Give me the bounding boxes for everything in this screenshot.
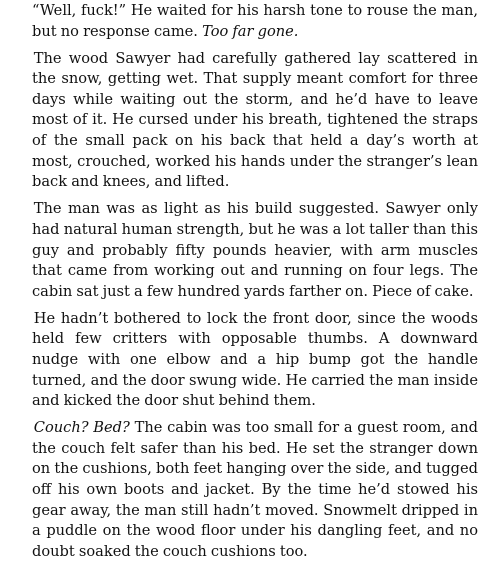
paragraph-text: The cabin was too small for a guest room, and the couch felt safer than his bed. He set the stranger down on the cushions, both feet hanging over the side, and tugged off his own boots and jacket. By the time he’d stowed his gear away, the man still hadn’t moved. Snowmelt dripped in a puddle on the wood floor under his dangling feet, and no doubt soaked the couch cushions too.: [32, 419, 478, 560]
paragraph-text: The wood Sawyer had carefully gathered lay scattered in the snow, getting wet. That supply meant comfort for three days while waiting out the storm, and he’d have to leave most of it. He cursed under his breath, tightened the straps of the small pack on his back that held a day’s worth at most, crouched, worked his hands under the stranger’s lean back and knees, and lifted.: [32, 49, 478, 191]
paragraph-text: “Well, fuck!” He waited for his harsh tone to rouse the man, but no response came.: [32, 2, 478, 40]
italic-thought: Couch? Bed?: [33, 419, 130, 437]
paragraph-text: He hadn’t bothered to lock the front door, since the woods held few critters with opposable thumbs. A downward nudge with one elbow and a hip bump got the handle turned, and the door swung wide. He carried the man inside and kicked the door shut behind them.: [32, 309, 478, 410]
paragraph: [32, 1, 478, 42]
paragraph: [32, 199, 478, 302]
paragraph-text: The man was as light as his build suggested. Sawyer only had natural human strength, but he was a lot taller than this guy and probably fifty pounds heavier, with arm muscles that came from working out and running on four legs. The cabin sat just a few hundred yards farther on. Piece of cake.: [32, 200, 478, 300]
paragraph: [32, 309, 478, 412]
paragraph: [32, 49, 478, 193]
italic-thought: Too far gone.: [202, 22, 299, 40]
paragraph: [32, 418, 478, 562]
